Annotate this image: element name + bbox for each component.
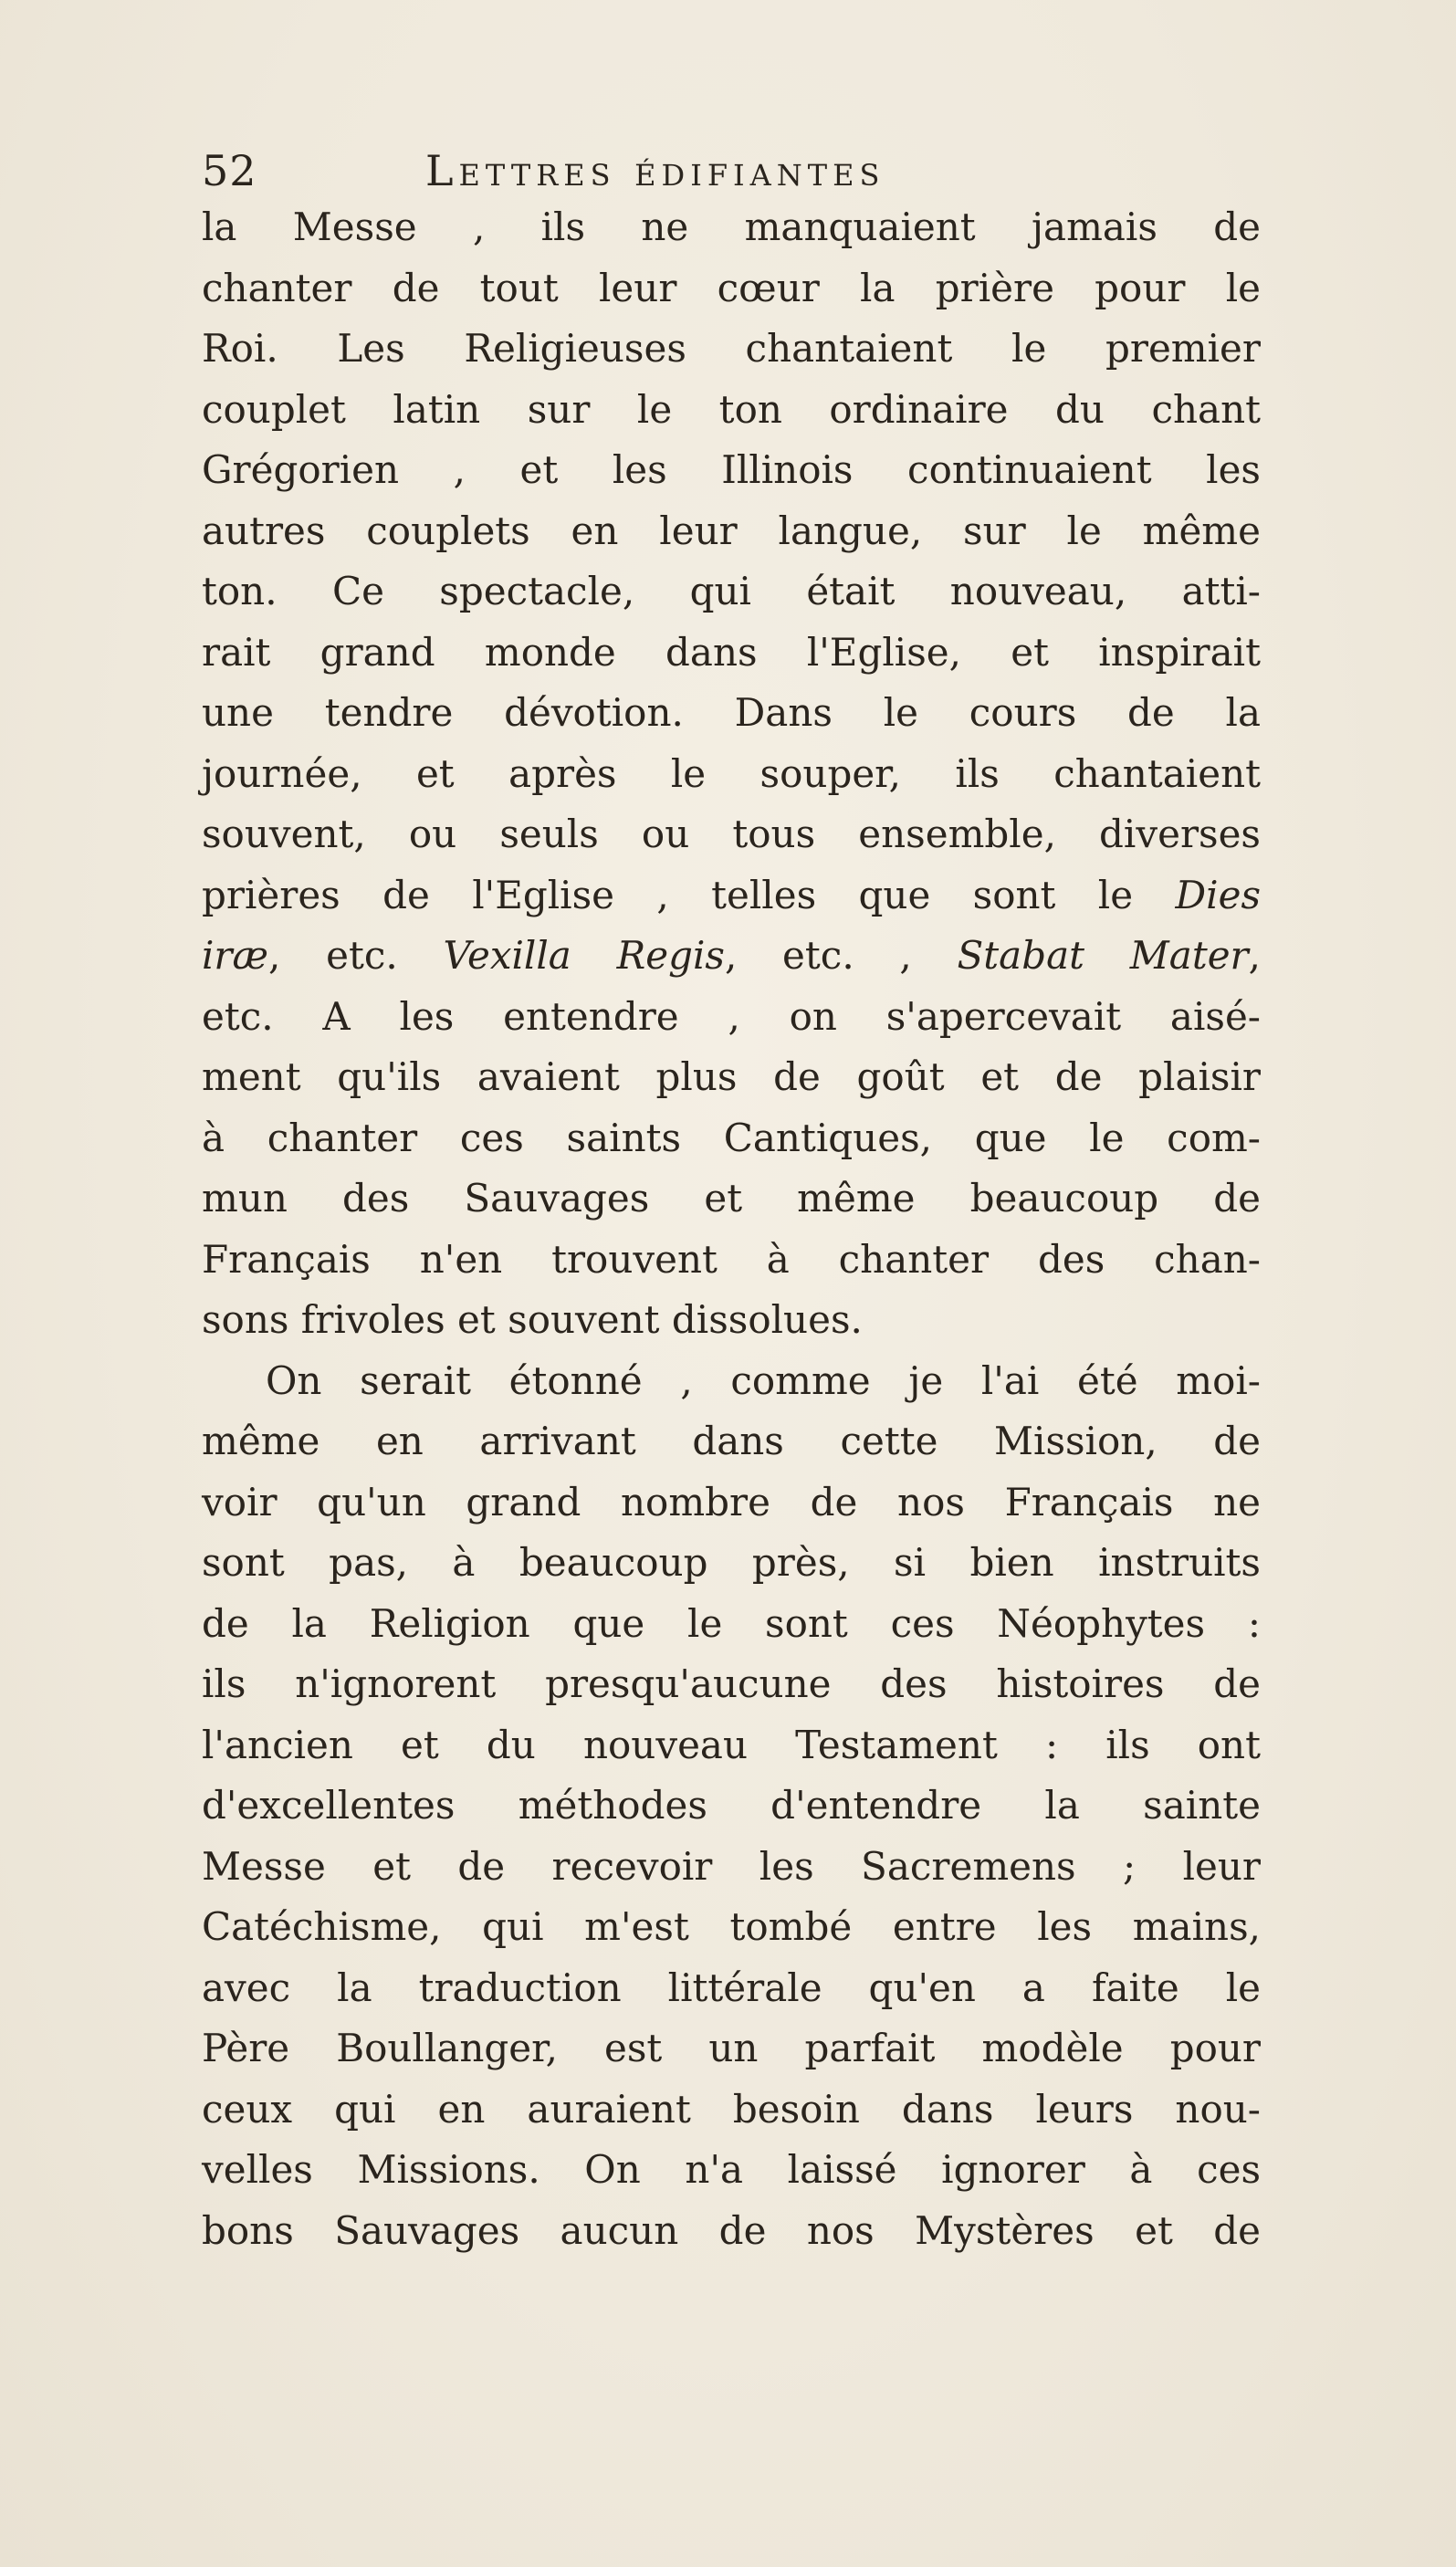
italic-text: iræ (202, 933, 268, 978)
text-block (202, 144, 1261, 2261)
italic-text: Dies (1175, 872, 1261, 917)
text-line: couplet latin sur le ton ordinaire du chant (202, 386, 1261, 432)
text-segment: , etc. (268, 933, 444, 978)
text-line: bons Sauvages aucun de nos Mystères et de (202, 2207, 1261, 2253)
text-line: journée, et après le souper, ils chantaient (202, 750, 1261, 796)
text-line: voir qu'un grand nombre de nos Français ne (202, 1479, 1261, 1524)
text-line: mun des Sauvages et même beaucoup de (202, 1176, 1261, 1221)
text-line: Père Boullanger, est un parfait modèle pour (202, 2026, 1261, 2070)
text-line: l'ancien et du nouveau Testament : ils ont (202, 1722, 1261, 1767)
text-line: ment qu'ils avaient plus de goût et de plaisir (202, 1054, 1261, 1099)
text-line: On serait étonné , comme je l'ai été moi- (266, 1357, 1261, 1403)
text-line: ceux qui en auraient besoin dans leurs nou- (202, 2086, 1261, 2132)
text-line: ton. Ce spectacle, qui était nouveau, atti- (202, 569, 1261, 613)
text-segment: , etc. , (724, 933, 958, 978)
text-line: chanter de tout leur cœur la prière pour le (202, 265, 1261, 310)
text-line: Français n'en trouvent à chanter des chan- (202, 1236, 1261, 1282)
text-line: Messe et de recevoir les Sacremens ; leur (202, 1843, 1261, 1889)
page-number: 52 (202, 146, 257, 195)
text-segment: , (1248, 933, 1261, 978)
text-line (202, 926, 1261, 987)
text-line: Catéchisme, qui m'est tombé entre les mains, (202, 1904, 1261, 1949)
running-title: Lettres édifiantes (425, 146, 885, 195)
text-line: la Messe , ils ne manquaient jamais de (202, 204, 1261, 249)
text-line: souvent, ou seuls ou tous ensemble, diverses (202, 812, 1261, 856)
text-line: Roi. Les Religieuses chantaient le premier (202, 326, 1261, 371)
text-line: avec la traduction littérale qu'en a faite le (202, 1965, 1261, 2010)
text-line: d'excellentes méthodes d'entendre la sainte (202, 1783, 1261, 1828)
text-line: Grégorien , et les Illinois continuaient les (202, 447, 1261, 492)
text-line: velles Missions. On n'a laissé ignorer à ces (202, 2147, 1261, 2192)
text-line: à chanter ces saints Cantiques, que le com- (202, 1115, 1261, 1160)
text-line: une tendre dévotion. Dans le cours de la (202, 690, 1261, 735)
text-line: sons frivoles et souvent dissolues. (202, 1297, 863, 1342)
text-line: autres couplets en leur langue, sur le même (202, 508, 1261, 553)
text-line (202, 865, 1261, 927)
text-line: etc. A les entendre , on s'apercevait aisé- (202, 993, 1261, 1039)
text-segment: prières de l'Eglise , telles que sont le (202, 872, 1176, 917)
text-line: ils n'ignorent presqu'aucune des histoires de (202, 1661, 1261, 1706)
text-line: sont pas, à beaucoup près, si bien instruits (202, 1540, 1261, 1585)
text-line: de la Religion que le sont ces Néophytes : (202, 1600, 1261, 1646)
running-head (202, 144, 1261, 197)
italic-text: Stabat Mater (957, 933, 1249, 978)
text-line: rait grand monde dans l'Eglise, et inspirait (202, 629, 1261, 675)
italic-text: Vexilla Regis (443, 933, 725, 978)
text-line: même en arrivant dans cette Mission, de (202, 1419, 1261, 1463)
